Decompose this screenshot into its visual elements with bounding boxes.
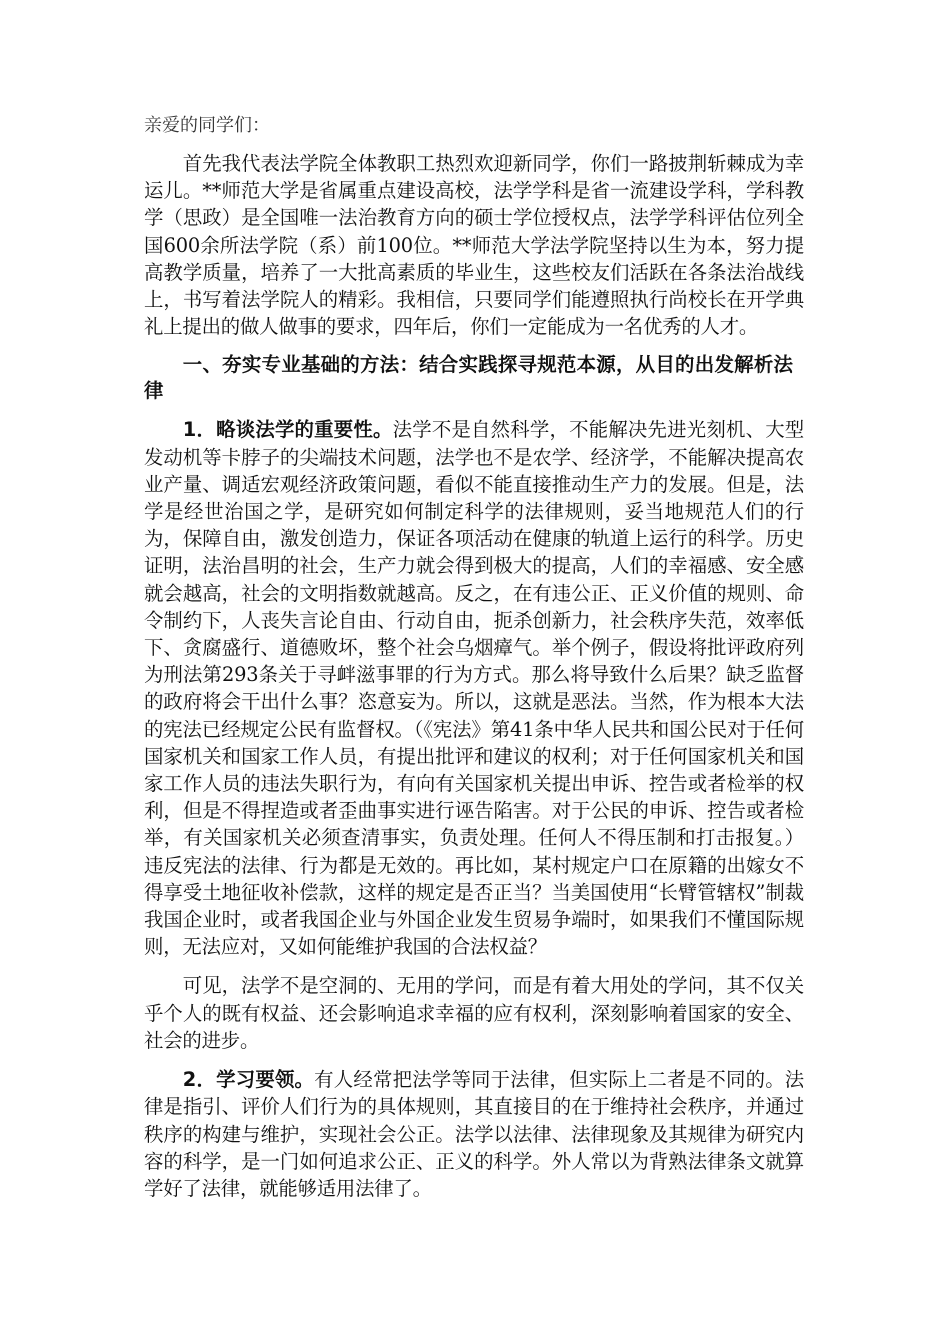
item-2-title: 2．学习要领。 — [182, 1068, 315, 1092]
item-1-title: 1．略谈法学的重要性。 — [182, 418, 393, 442]
item-2-paragraph — [144, 1066, 804, 1202]
item-1-conclusion: 可见，法学不是空洞的、无用的学问，而是有着大用处的学问，其不仅关乎个人的既有权益、还会影响追求幸福的应有权利，深刻影响着国家的安全、社会的进步。 — [144, 974, 804, 1052]
item-1-paragraph — [144, 416, 804, 960]
item-2-body: 有人经常把法学等同于法律，但实际上二者是不同的。法律是指引、评价人们行为的具体规则，其直接目的在于维持社会秩序，并通过秩序的构建与维护，实现社会公正。法学以法律、法律现象及其规律为研究内容的科学，是一门如何追求公正、正义的科学。外人常以为背熟法律条文就算学好了法律，就能够适用法律了。 — [144, 1068, 805, 1200]
item-1-body: 法学不是自然科学，不能解决先进光刻机、大型发动机等卡脖子的尖端技术问题，法学也不是农学、经济学，不能解决提高农业产量、调适宏观经济政策问题，看似不能直接推动生产力的发展。但是，法学是经世治国之学，是研究如何制定科学的法律规则，妥当地规范人们的行为，保障自由，激发创造力，保证各项活动在健康的轨道上运行的科学。历史证明，法治昌明的社会，生产力就会得到极大的提高，人们的幸福感、安全感就会越高，社会的文明指数就越高。反之，在有违公正、正义价值的规则、命令制约下，人丧失言论自由、行动自由，扼杀创新力，社会秩序失范，效率低下、贪腐盛行、道德败坏，整个社会乌烟瘴气。举个例子，假设将批评政府列为刑法第293条关于寻衅滋事罪的行为方式。那么将导致什么后果？缺乏监督的政府将会干出什么事？恣意妄为。所以，这就是恶法。当然，作为根本大法的宪法已经规定公民有监督权。（《宪法》第41条中华人民共和国公民对于任何国家机关和国家工作人员，有提出批评和建议的权利；对于任何国家机关和国家工作人员的违法失职行为，有向有关国家机关提出申诉、控告或者检举的权利，但是不得捏造或者歪曲事实进行诬告陷害。对于公民的申诉、控告或者检举，有关国家机关必须查清事实，负责处理。任何人不得压制和打击报复。）违反宪法的法律、行为都是无效的。再比如，某村规定户口在原籍的出嫁女不得享受土地征收补偿款，这样的规定是否正当？当美国使用“长臂管辖权”制裁我国企业时，或者我国企业与外国企业发生贸易争端时，如果我们不懂国际规则，无法应对，又如何能维护我国的合法权益？ — [144, 418, 804, 959]
document-page — [144, 112, 804, 1214]
greeting: 亲爱的同学们： — [144, 115, 270, 136]
intro-paragraph: 首先我代表法学院全体教职工热烈欢迎新同学，你们一路披荆斩棘成为幸运儿。**师范大学是省属重点建设高校，法学学科是省一流建设学科，学科教学（思政）是全国唯一法治教育方向的硕士学位授权点，法学学科评估位列全国600余所法学院（系）前100位。**师范大学法学院坚持以生为本，努力提高教学质量，培养了一大批高素质的毕业生，这些校友们活跃在各条法治战线上，书写着法学院人的精彩。我相信，只要同学们能遵照执行尚校长在开学典礼上提出的做人做事的要求，四年后，你们一定能成为一名优秀的人才。 — [144, 152, 804, 339]
section-1-heading: 一、夯实专业基础的方法：结合实践探寻规范本源，从目的出发解析法律 — [144, 353, 794, 403]
